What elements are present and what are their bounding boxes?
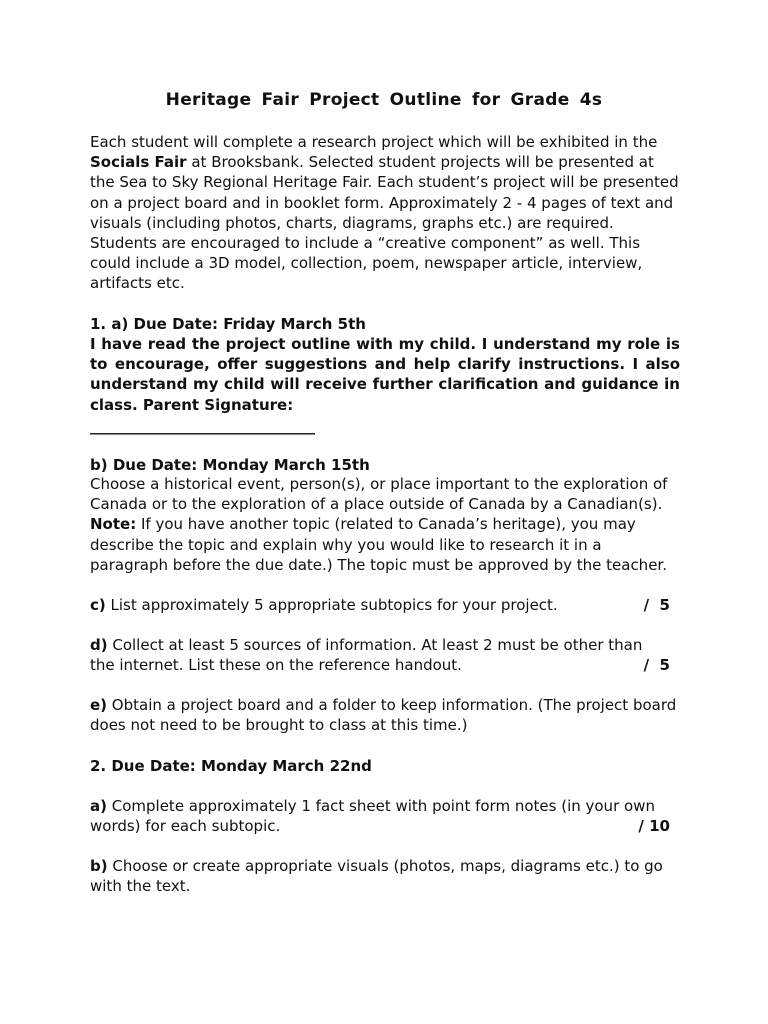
item-2b-text: Choose or create appropriate visuals (photos, maps, diagrams etc.) to go with the text.	[90, 857, 663, 896]
item-2a-label: a)	[90, 797, 107, 815]
item-e-text: Obtain a project board and a folder to keep information. (The project board does not need to be brought to class at this time.)	[90, 696, 677, 735]
item-2a-score: / 10	[638, 817, 670, 836]
section1b-heading: b) Due Date: Monday March 15th	[90, 456, 370, 474]
parent-statement: I have read the project outline with my child. I understand my role is to encourage, offer suggestions and help clarify instructions. I also understand my child will receive further clarification and guidance in class. Parent Signature:	[90, 335, 680, 414]
intro-text-b: at Brooksbank. Selected student projects will be presented at the Sea to Sky Regional Heritage Fair. Each student’s project will be presented on a project board and in booklet form. Approximately 2 - 4 pages of text and visuals (including photos, charts, diagrams, graphs etc.) are required. Students are encouraged to include a “creative component” as well. This could include a 3D model, collection, poem, newspaper article, interview, artifacts etc.	[90, 153, 679, 293]
socials-fair-label: Socials Fair	[90, 153, 187, 172]
note-label: Note:	[90, 515, 137, 534]
intro-paragraph	[90, 132, 680, 294]
note-text: If you have another topic (related to Canada’s heritage), you may describe the topic and explain why you would like to research it in a paragraph before the due date.) The topic must be approved by the teacher.	[90, 515, 667, 574]
section1c-item	[90, 595, 680, 615]
item-d-text-2: the internet. List these on the reference handout.	[90, 656, 462, 675]
section1-heading: 1. a) Due Date: Friday March 5th	[90, 315, 366, 333]
page-title: Heritage Fair Project Outline for Grade 4s	[165, 90, 603, 110]
item-2a-text-2: words) for each subtopic.	[90, 817, 281, 836]
section1d-item	[90, 635, 680, 675]
section1b-text: Choose a historical event, person(s), or place important to the exploration of Canada or to the exploration of a place outside of Canada by a Canadian(s).	[90, 475, 668, 514]
item-c-score: / 5	[643, 596, 670, 614]
intro-text-a: Each student will complete a research project which will be exhibited in the	[90, 133, 658, 151]
section2a-item	[90, 796, 680, 836]
item-d-score: / 5	[643, 656, 670, 675]
section2b-item	[90, 856, 680, 896]
item-d-label: d)	[90, 636, 108, 654]
item-d-text-1: Collect at least 5 sources of information. At least 2 must be other than	[107, 636, 643, 654]
signature-line: ______________________________	[90, 417, 315, 435]
section1b-paragraph	[90, 474, 680, 575]
section2-heading: 2. Due Date: Monday March 22nd	[90, 757, 372, 775]
item-c-text: List approximately 5 appropriate subtopics for your project.	[105, 596, 558, 614]
item-2b-label: b)	[90, 857, 108, 875]
item-e-label: e)	[90, 696, 108, 714]
item-c-label: c)	[90, 596, 106, 614]
item-2a-text-1: Complete approximately 1 fact sheet with point form notes (in your own	[106, 797, 655, 815]
section1e-item	[90, 695, 680, 735]
